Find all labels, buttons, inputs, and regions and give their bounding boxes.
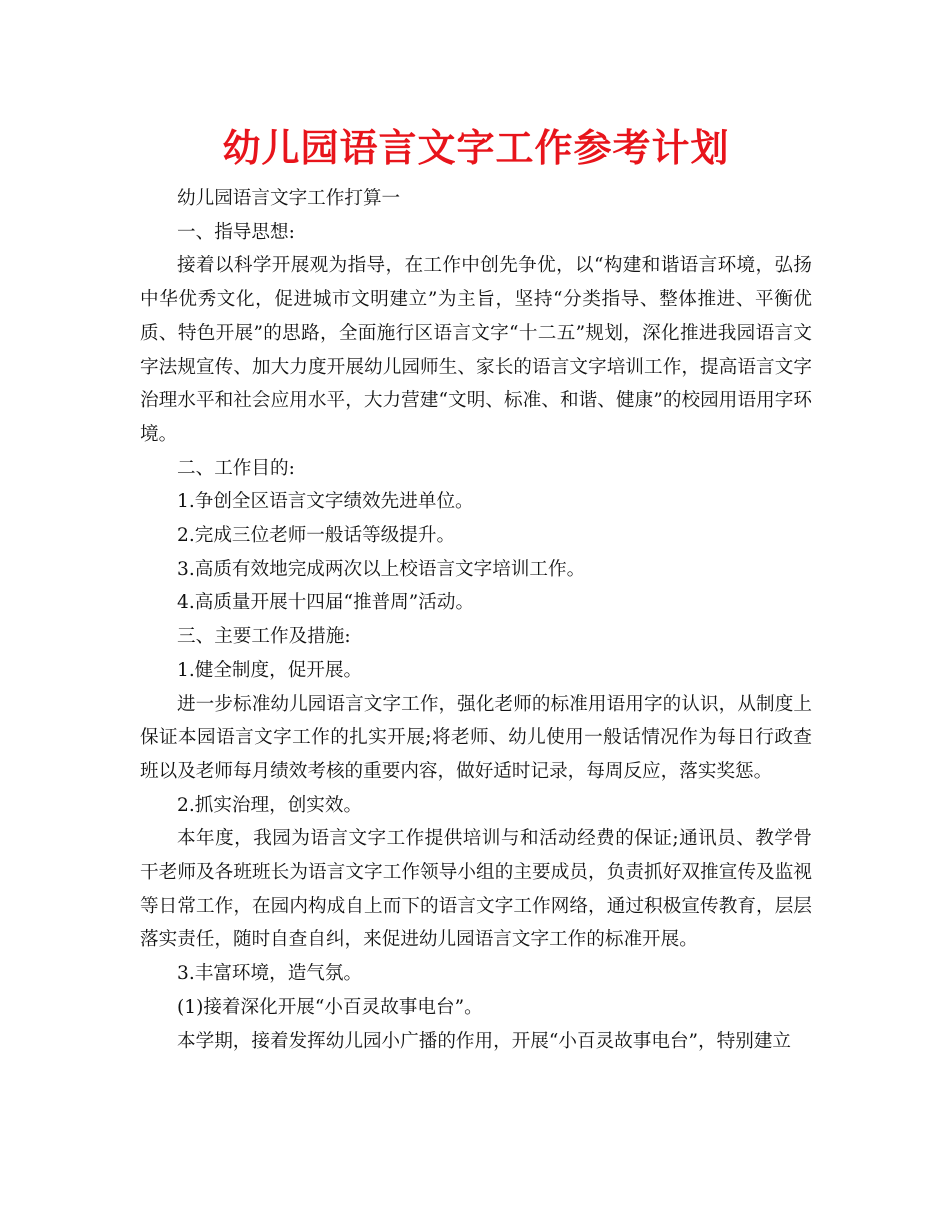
paragraph: 本年度，我园为语言文字工作提供培训与和活动经费的保证;通讯员、教学骨干老师及各班班长为语言文字工作领导小组的主要成员，负责抓好双推宣传及监视等日常工作，在园内构成自上而下的语言文字工作网络，通过积极宣传教育，层层落实责任，随时自查自纠，来促进幼儿园语言文字工作的标准开展。	[140, 828, 812, 951]
paragraph: 2.抓实治理，创实效。	[177, 794, 363, 816]
paragraph: 一、指导思想:	[177, 221, 295, 243]
document-body	[140, 182, 812, 1058]
paragraph: 本学期，接着发挥幼儿园小广播的作用，开展“小百灵故事电台”，特别建立	[177, 1030, 792, 1052]
paragraph: 接着以科学开展观为指导，在工作中创先争优，以“构建和谐语言环境，弘扬中华优秀文化，促进城市文明建立”为主旨，坚持“分类指导、整体推进、平衡优质、特色开展”的思路，全面施行区语言文字“十二五”规划，深化推进我园语言文字法规宣传、加大力度开展幼儿园师生、家长的语言文字培训工作，提高语言文字治理水平和社会应用水平，大力营建“文明、标准、和谐、健康”的校园用语用字环境。	[140, 255, 812, 445]
paragraph: 2.完成三位老师一般话等级提升。	[177, 525, 456, 547]
paragraph: 进一步标准幼儿园语言文字工作，强化老师的标准用语用字的认识，从制度上保证本园语言文字工作的扎实开展;将老师、幼儿使用一般话情况作为每日行政查班以及老师每月绩效考核的重要内容，做好适时记录，每周反应，落实奖惩。	[140, 693, 812, 782]
paragraph: 1.健全制度，促开展。	[177, 659, 363, 681]
paragraph: 二、工作目的:	[177, 457, 295, 479]
paragraph: 三、主要工作及措施:	[177, 626, 351, 648]
document-title: 幼儿园语言文字工作参考计划	[222, 126, 730, 170]
paragraph: 3.丰富环境，造气氛。	[177, 963, 363, 985]
paragraph: 3.高质有效地完成两次以上校语言文字培训工作。	[177, 558, 586, 580]
paragraph: 1.争创全区语言文字绩效先进单位。	[177, 491, 474, 513]
paragraph: 幼儿园语言文字工作打算一	[177, 188, 401, 209]
paragraph: 4.高质量开展十四届“推普周”活动。	[177, 592, 475, 614]
paragraph: (1)接着深化开展“小百灵故事电台”。	[177, 996, 483, 1018]
document-page	[140, 120, 812, 1058]
